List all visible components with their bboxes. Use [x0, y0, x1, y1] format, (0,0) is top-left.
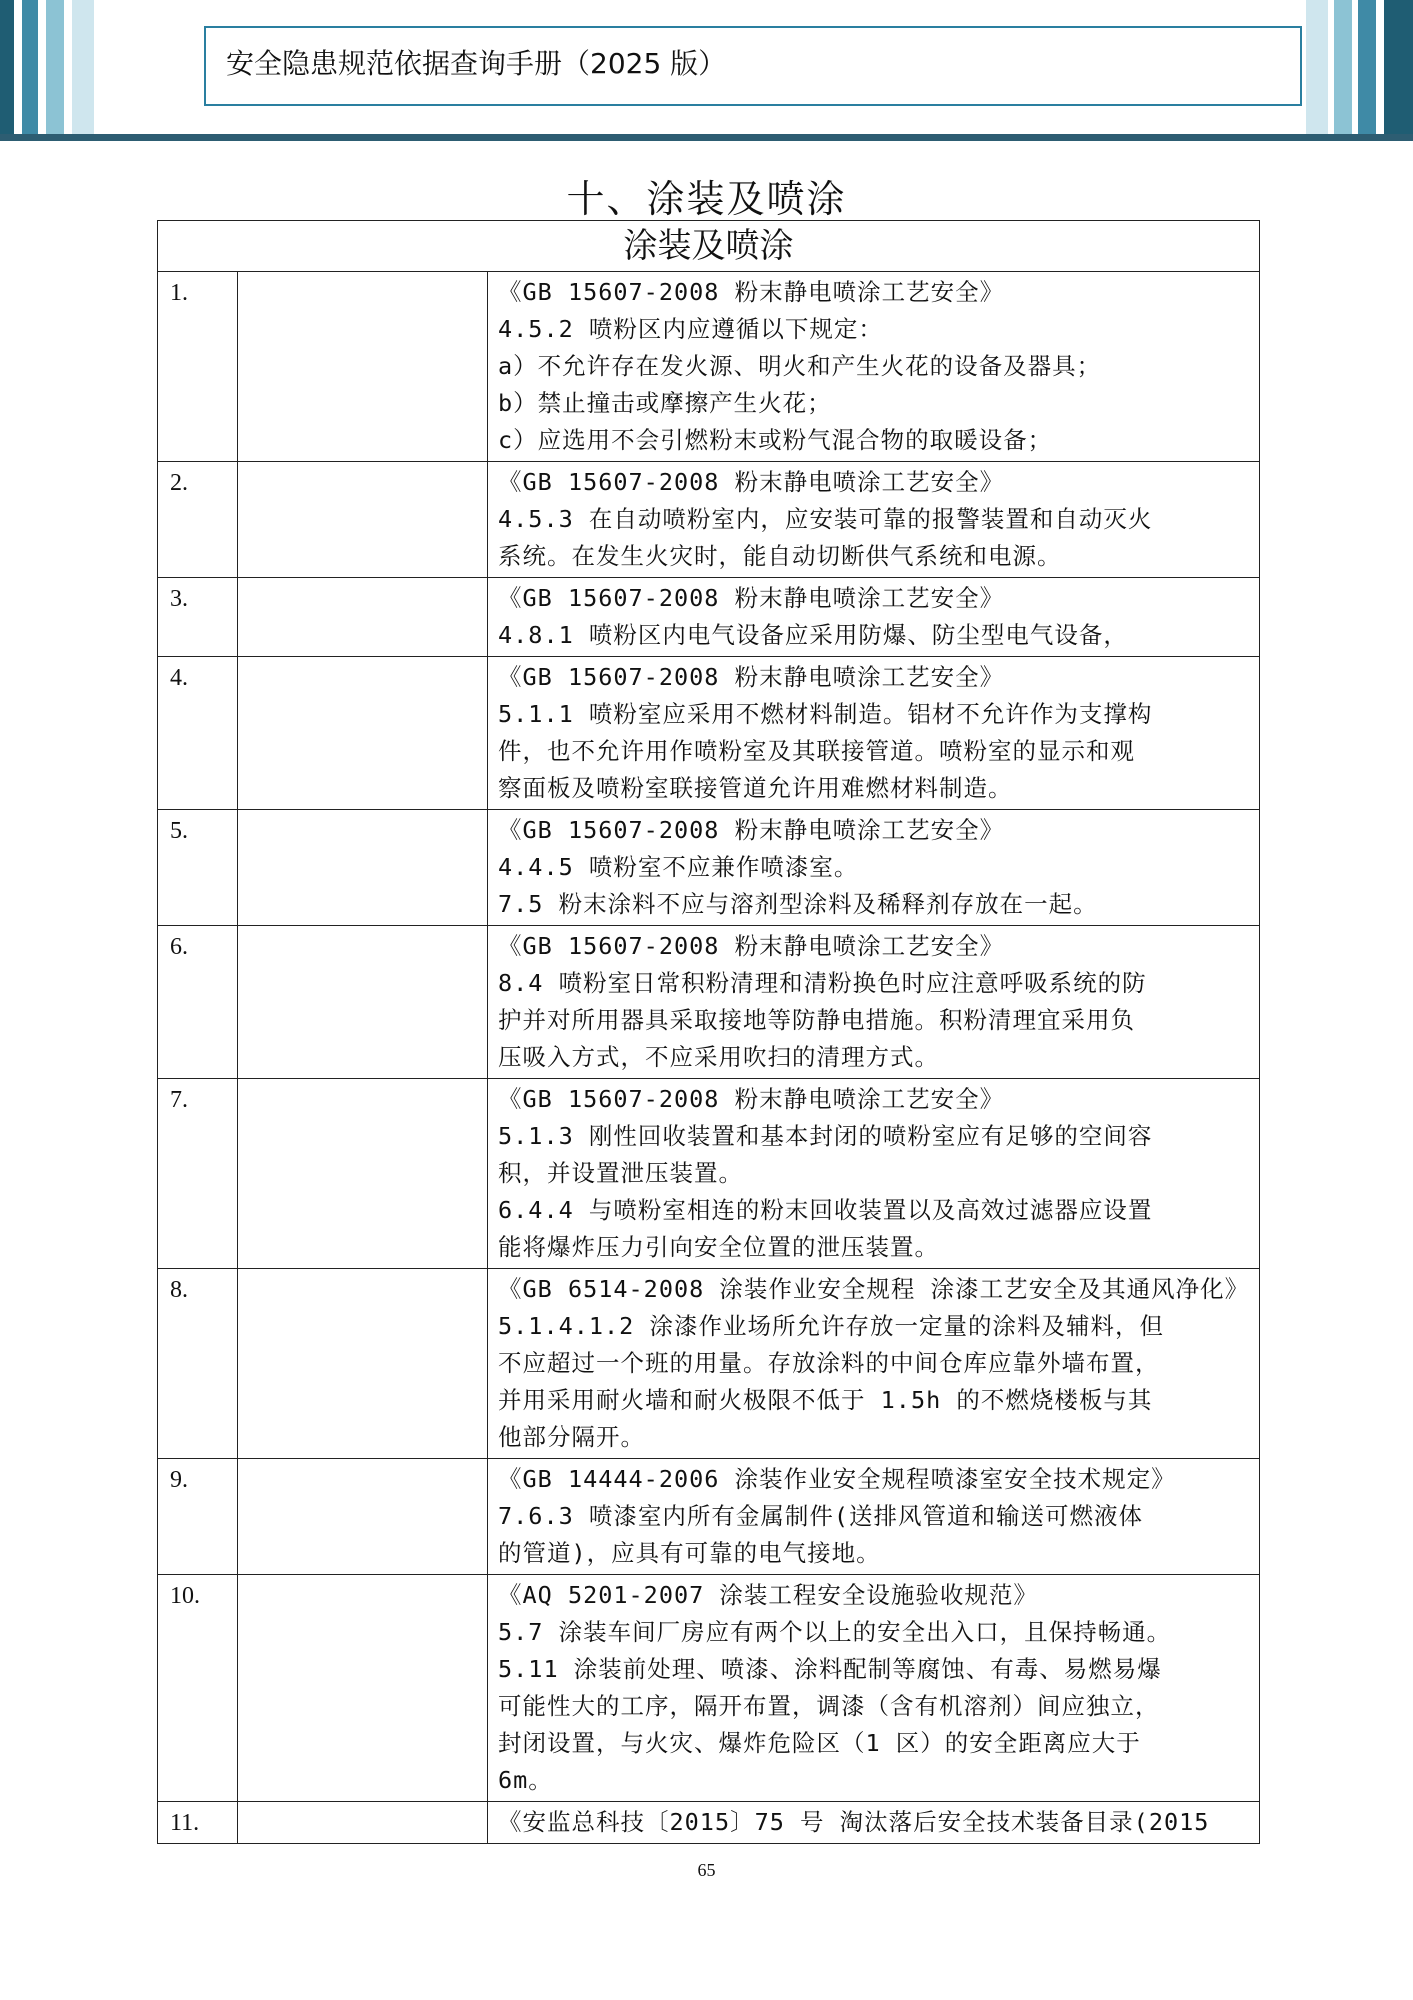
regulation-line: a）不允许存在发火源、明火和产生火花的设备及器具； — [498, 352, 1102, 380]
regulation-text — [488, 657, 1260, 810]
regulation-line: 《GB 14444-2006 涂装作业安全规程喷漆室安全技术规定》 — [498, 1465, 1176, 1493]
decor-stripe — [0, 0, 14, 140]
regulation-text — [488, 926, 1260, 1079]
regulation-line: 《GB 15607-2008 粉末静电喷涂工艺安全》 — [498, 663, 1005, 691]
regulation-line: 系统。在发生火灾时，能自动切断供气系统和电源。 — [498, 542, 1062, 570]
section-heading: 十、涂装及喷涂 — [566, 177, 847, 221]
regulation-line: 6.4.4 与喷粉室相连的粉末回收装置以及高效过滤器应设置 — [498, 1196, 1153, 1224]
table-caption: 涂装及喷涂 — [158, 221, 1260, 272]
empty-cell — [238, 810, 488, 926]
regulation-line: 《GB 15607-2008 粉末静电喷涂工艺安全》 — [498, 278, 1005, 306]
row-number: 7. — [158, 1079, 238, 1269]
empty-cell — [238, 1079, 488, 1269]
empty-cell — [238, 272, 488, 462]
decor-stripe — [1384, 0, 1413, 140]
page-number: 65 — [697, 1860, 716, 1880]
row-number: 11. — [158, 1802, 238, 1844]
regulation-line: 压吸入方式，不应采用吹扫的清理方式。 — [498, 1043, 939, 1071]
document-title: 安全隐患规范依据查询手册（2025 版） — [226, 47, 727, 80]
regulation-line: 5.1.1 喷粉室应采用不燃材料制造。铝材不允许作为支撑构 — [498, 700, 1153, 728]
regulation-line: 护并对所用器具采取接地等防静电措施。积粉清理宜采用负 — [498, 1006, 1135, 1034]
regulation-line: 封闭设置，与火灾、爆炸危险区（1 区）的安全距离应大于 — [498, 1729, 1141, 1757]
regulation-line: 8.4 喷粉室日常积粉清理和清粉换色时应注意呼吸系统的防 — [498, 969, 1147, 997]
regulation-text — [488, 1802, 1260, 1844]
regulation-line: 件，也不允许用作喷粉室及其联接管道。喷粉室的显示和观 — [498, 737, 1135, 765]
table-row — [158, 657, 1260, 810]
row-number: 1. — [158, 272, 238, 462]
row-number: 4. — [158, 657, 238, 810]
regulation-text — [488, 1079, 1260, 1269]
regulation-line: 《GB 15607-2008 粉末静电喷涂工艺安全》 — [498, 468, 1005, 496]
regulation-line: 能将爆炸压力引向安全位置的泄压装置。 — [498, 1233, 939, 1261]
regulation-line: 不应超过一个班的用量。存放涂料的中间仓库应靠外墙布置， — [498, 1349, 1160, 1377]
regulation-line: 可能性大的工序，隔开布置，调漆（含有机溶剂）间应独立， — [498, 1692, 1160, 1720]
row-number: 2. — [158, 462, 238, 578]
header-title-box — [204, 26, 1302, 106]
table-caption-row — [158, 221, 1260, 272]
row-number: 9. — [158, 1459, 238, 1575]
row-number: 3. — [158, 578, 238, 657]
empty-cell — [238, 462, 488, 578]
table-row — [158, 1269, 1260, 1459]
regulation-line: 7.5 粉末涂料不应与溶剂型涂料及稀释剂存放在一起。 — [498, 890, 1098, 918]
regulation-line: 《GB 15607-2008 粉末静电喷涂工艺安全》 — [498, 584, 1005, 612]
regulation-line: 《AQ 5201-2007 涂装工程安全设施验收规范》 — [498, 1581, 1038, 1609]
decor-stripe — [1306, 0, 1328, 140]
regulation-line: 《GB 6514-2008 涂装作业安全规程 涂漆工艺安全及其通风净化》 — [498, 1275, 1250, 1303]
regulation-line: 5.7 涂装车间厂房应有两个以上的安全出入口，且保持畅通。 — [498, 1618, 1172, 1646]
empty-cell — [238, 1575, 488, 1802]
decor-stripe — [72, 0, 94, 140]
regulation-text — [488, 1575, 1260, 1802]
table-row — [158, 272, 1260, 462]
regulation-line: 7.6.3 喷漆室内所有金属制件(送排风管道和输送可燃液体 — [498, 1502, 1144, 1530]
regulation-line: 4.5.3 在自动喷粉室内，应安装可靠的报警装置和自动灭火 — [498, 505, 1153, 533]
regulation-text — [488, 462, 1260, 578]
decor-stripe — [22, 0, 38, 140]
regulation-line: b）禁止撞击或摩擦产生火花； — [498, 389, 832, 417]
row-number: 8. — [158, 1269, 238, 1459]
regulation-line: 他部分隔开。 — [498, 1423, 645, 1451]
regulation-line: c）应选用不会引燃粉末或粉气混合物的取暖设备； — [498, 426, 1053, 454]
regulation-line: 5.11 涂装前处理、喷漆、涂料配制等腐蚀、有毒、易燃易爆 — [498, 1655, 1162, 1683]
regulation-line: 《GB 15607-2008 粉末静电喷涂工艺安全》 — [498, 1085, 1005, 1113]
table-row — [158, 926, 1260, 1079]
regulation-line: 6m。 — [498, 1766, 553, 1794]
row-number: 6. — [158, 926, 238, 1079]
table-row — [158, 1079, 1260, 1269]
table-row — [158, 1459, 1260, 1575]
empty-cell — [238, 578, 488, 657]
regulation-table — [157, 220, 1260, 1844]
regulation-line: 4.5.2 喷粉区内应遵循以下规定： — [498, 315, 883, 343]
header-rule — [0, 134, 1413, 141]
decor-stripe — [1358, 0, 1376, 140]
regulation-text — [488, 578, 1260, 657]
regulation-text — [488, 810, 1260, 926]
regulation-line: 并用采用耐火墙和耐火极限不低于 1.5h 的不燃烧楼板与其 — [498, 1386, 1153, 1414]
table-row — [158, 1802, 1260, 1844]
empty-cell — [238, 657, 488, 810]
regulation-line: 5.1.4.1.2 涂漆作业场所允许存放一定量的涂料及辅料，但 — [498, 1312, 1164, 1340]
empty-cell — [238, 1459, 488, 1575]
table-row — [158, 578, 1260, 657]
regulation-line: 4.4.5 喷粉室不应兼作喷漆室。 — [498, 853, 859, 881]
regulation-line: 察面板及喷粉室联接管道允许用难燃材料制造。 — [498, 774, 1013, 802]
regulation-text — [488, 1459, 1260, 1575]
header-band — [0, 0, 1413, 140]
row-number: 5. — [158, 810, 238, 926]
regulation-line: 积，并设置泄压装置。 — [498, 1159, 743, 1187]
regulation-line: 《GB 15607-2008 粉末静电喷涂工艺安全》 — [498, 932, 1005, 960]
row-number: 10. — [158, 1575, 238, 1802]
empty-cell — [238, 926, 488, 1079]
regulation-line: 5.1.3 刚性回收装置和基本封闭的喷粉室应有足够的空间容 — [498, 1122, 1153, 1150]
regulation-line: 的管道)，应具有可靠的电气接地。 — [498, 1539, 881, 1567]
table-row — [158, 1575, 1260, 1802]
decor-stripe — [46, 0, 64, 140]
regulation-text — [488, 1269, 1260, 1459]
table-row — [158, 810, 1260, 926]
regulation-text — [488, 272, 1260, 462]
empty-cell — [238, 1269, 488, 1459]
regulation-line: 《安监总科技〔2015〕75 号 淘汰落后安全技术装备目录(2015 — [498, 1808, 1210, 1836]
empty-cell — [238, 1802, 488, 1844]
table-row — [158, 462, 1260, 578]
regulation-line: 4.8.1 喷粉区内电气设备应采用防爆、防尘型电气设备， — [498, 621, 1128, 649]
decor-stripe — [1334, 0, 1352, 140]
regulation-line: 《GB 15607-2008 粉末静电喷涂工艺安全》 — [498, 816, 1005, 844]
